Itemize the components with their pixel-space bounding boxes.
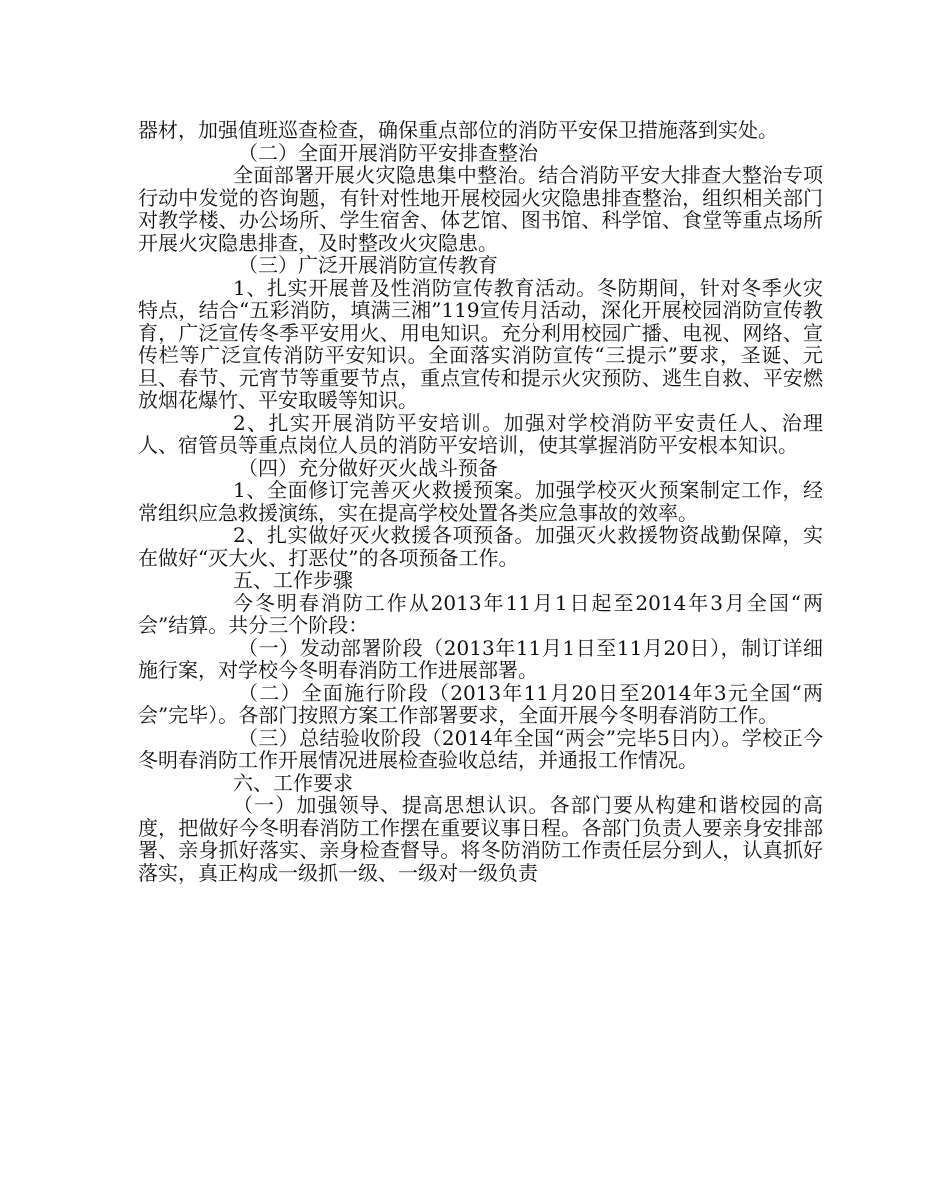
paragraph-steps-overview: 今冬明春消防工作从2013年11月1日起至2014年3月全国“两会”结算。共分三个阶段： — [138, 590, 823, 637]
section-heading-requirements: 六、工作要求 — [233, 770, 353, 795]
paragraph-stage-3: （三）总结验收阶段（2014年全国“两会”完毕5日内）。学校正今冬明春消防工作开展情况进展检查验收总结，并通报工作情况。 — [138, 725, 823, 772]
section-heading-steps: 五、工作步骤 — [233, 568, 353, 592]
document-page — [138, 119, 823, 884]
paragraph-stage-1: （一）发动部署阶段（2013年11月1日至11月20日），制订详细施行案，对学校今冬明春消防工作进展部署。 — [138, 635, 823, 682]
paragraph-rescue-preparation: 2、扎实做好灭火救援各项预备。加强灭火救援物资战勤保障，实在做好“灭大火、打恶仗”的各项预备工作。 — [138, 523, 823, 570]
section-heading-3: （三）广泛开展消防宣传教育 — [238, 253, 498, 277]
section-heading-2: （二）全面开展消防平安排查整治 — [238, 140, 538, 165]
paragraph-continuation: 器材，加强值班巡查检查，确保重点部位的消防平安保卫措施落到实处。 — [138, 118, 778, 142]
paragraph-safety-training: 2、扎实开展消防平安培训。加强对学校消防平安责任人、治理人、宿管员等重点岗位人员的消防平安培训，使其掌握消防平安根本知识。 — [138, 410, 823, 457]
section-heading-4: （四）充分做好灭火战斗预备 — [238, 455, 498, 480]
paragraph-publicity-education: 1、扎实开展普及性消防宣传教育活动。冬防期间，针对冬季火灾特点，结合“五彩消防，填满三湘”119宣传月活动，深化开展校园消防宣传教育，广泛宣传冬季平安用火、用电知识。充分利用校园广播、电视、网络、宣传栏等广泛宣传消防平安知识。全面落实消防宣传“三提示”要求，圣诞、元旦、春节、元宵节等重要节点，重点宣传和提示火灾预防、逃生自救、平安燃放烟花爆竹、平安取暖等知识。 — [138, 275, 823, 412]
paragraph-stage-2: （二）全面施行阶段（2013年11月20日至2014年3元全国“两会”完毕）。各部门按照方案工作部署要求，全面开展今冬明春消防工作。 — [138, 680, 823, 727]
paragraph-rescue-plan: 1、全面修订完善灭火救援预案。加强学校灭火预案制定工作，经常组织应急救援演练，实在提高学校处置各类应急事故的效率。 — [138, 478, 823, 525]
paragraph-requirement-1: （一）加强领导、提高思想认识。各部门要从构建和谐校园的高度，把做好今冬明春消防工作摆在重要议事日程。各部门负责人要亲身安排部署、亲身抓好落实、亲身检查督导。将冬防消防工作责任层分到人，认真抓好落实，真正构成一级抓一级、一级对一级负责 — [138, 793, 823, 885]
paragraph-hazard-rectification: 全面部署开展火灾隐患集中整治。结合消防平安大排查大整治专项行动中发觉的咨询题，有针对性地开展校园火灾隐患排查整治，组织相关部门对教学楼、办公场所、学生宿舍、体艺馆、图书馆、科学馆、食堂等重点场所开展火灾隐患排查，及时整改火灾隐患。 — [138, 163, 823, 255]
